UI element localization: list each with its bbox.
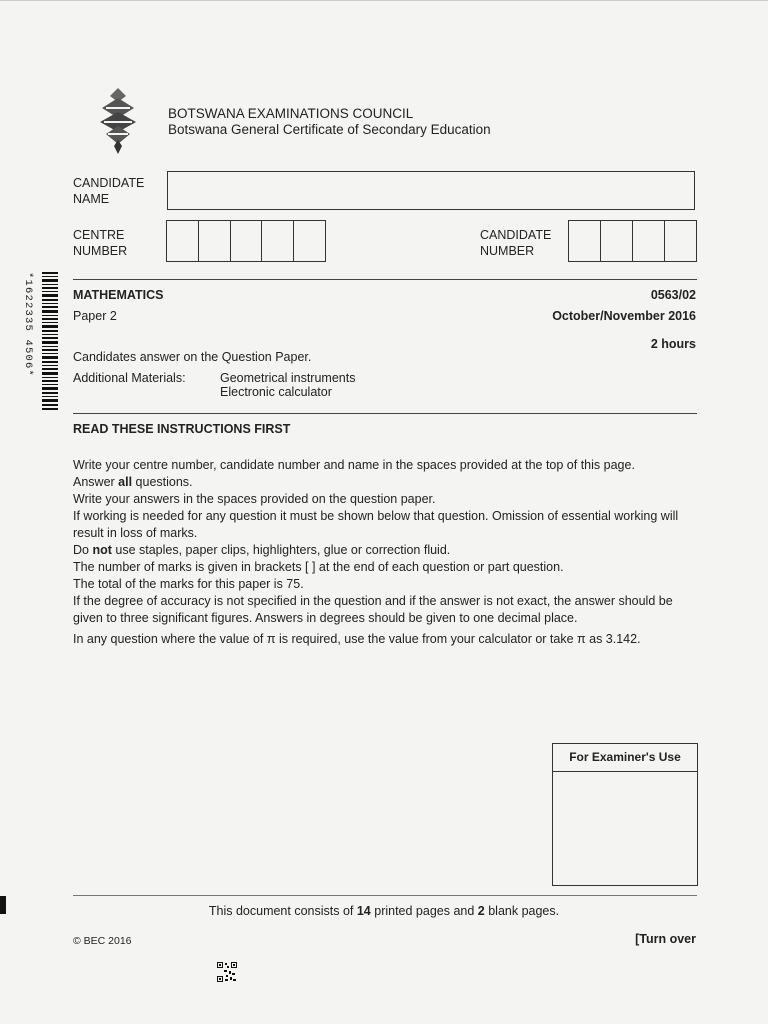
instruction-emphasis: not: [92, 543, 112, 557]
centre-number-digit-box[interactable]: [262, 221, 294, 261]
instructions-heading: READ THESE INSTRUCTIONS FIRST: [73, 422, 291, 436]
instruction-line: In any question where the value of π is required, use the value from your calculator or take π as 3.142.: [73, 632, 641, 646]
page-count-note: [0, 904, 768, 918]
instruction-line-text: Answer: [73, 475, 119, 489]
centre-number-label-line2: NUMBER: [73, 244, 128, 258]
exam-duration: 2 hours: [650, 337, 696, 351]
printed-pages-count: 14: [356, 904, 371, 918]
divider: [73, 279, 697, 280]
materials-label: Additional Materials:: [73, 371, 186, 385]
material-item: Geometrical instruments: [220, 371, 356, 385]
top-edge-line: [0, 0, 768, 1]
candidate-number-boxes[interactable]: [568, 220, 697, 262]
bec-logo-icon: [96, 88, 140, 154]
paper-code: 0563/02: [650, 288, 696, 302]
instruction-line-text: questions.: [132, 475, 193, 489]
candidate-number-digit-box[interactable]: [601, 221, 633, 261]
candidate-number-label: [480, 227, 551, 259]
candidate-number-digit-box[interactable]: [665, 221, 696, 261]
council-name: BOTSWANA EXAMINATIONS COUNCIL: [168, 106, 414, 121]
instruction-line: If the degree of accuracy is not specified in the question and if the answer is not exact, the answer should be given to three significant figures. Answers in degrees should be given to one decimal place.: [73, 594, 673, 625]
candidate-name-label: [73, 175, 144, 207]
candidate-name-label-line1: CANDIDATE: [73, 176, 145, 190]
instruction-line: Write your centre number, candidate number and name in the spaces provided at the top of this page.: [73, 458, 635, 472]
instruction-emphasis: all: [118, 475, 133, 489]
candidate-name-field[interactable]: [167, 171, 695, 210]
examiner-use-box: [552, 743, 698, 886]
centre-number-digit-box[interactable]: [167, 221, 199, 261]
page-count-text: blank pages.: [484, 904, 560, 918]
barcode-icon: [16, 270, 62, 412]
candidate-number-digit-box[interactable]: [633, 221, 665, 261]
page-count-text: This document consists of: [208, 904, 357, 918]
barcode-number: *1622335 4506*: [22, 272, 34, 378]
centre-number-label: [73, 227, 127, 259]
candidate-name-label-line2: NAME: [73, 192, 110, 206]
page-count-text: printed pages and: [370, 904, 478, 918]
candidate-number-label-line1: CANDIDATE: [480, 228, 552, 242]
copyright: © BEC 2016: [73, 935, 132, 947]
divider: [73, 413, 697, 414]
instruction-line: The number of marks is given in brackets [ ] at the end of each question or part question.: [73, 560, 564, 574]
instruction-line: [73, 542, 703, 559]
candidate-number-digit-box[interactable]: [569, 221, 601, 261]
instruction-line: The total of the marks for this paper is 75.: [73, 577, 304, 591]
examiner-use-title: For Examiner's Use: [553, 744, 697, 772]
centre-number-digit-box[interactable]: [231, 221, 263, 261]
paper-number: Paper 2: [73, 309, 117, 323]
centre-number-digit-box[interactable]: [199, 221, 231, 261]
turn-over: [Turn over: [635, 932, 696, 946]
qr-code-icon: [217, 962, 237, 982]
exam-board-header: [168, 106, 491, 138]
certificate-name: Botswana General Certificate of Secondary Education: [168, 122, 491, 137]
subject-title: MATHEMATICS: [73, 288, 164, 302]
material-item: Electronic calculator: [220, 385, 332, 399]
materials-list: [220, 371, 355, 399]
instruction-line-text: Do: [73, 543, 93, 557]
instruction-line: Write your answers in the spaces provided on the question paper.: [73, 492, 436, 506]
instruction-line: If working is needed for any question it must be shown below that question. Omission of essential working will result in loss of marks.: [73, 509, 679, 540]
centre-number-boxes[interactable]: [166, 220, 326, 262]
instructions-list: [73, 457, 703, 648]
centre-number-label-line1: CENTRE: [73, 228, 125, 242]
candidate-number-label-line2: NUMBER: [480, 244, 535, 258]
instruction-line-text: use staples, paper clips, highlighters, glue or correction fluid.: [111, 543, 451, 557]
answer-note: Candidates answer on the Question Paper.: [73, 350, 312, 364]
exam-session: October/November 2016: [552, 309, 696, 323]
blank-pages-count: 2: [477, 904, 485, 918]
centre-number-digit-box[interactable]: [294, 221, 325, 261]
instruction-line: [73, 474, 703, 491]
divider: [73, 895, 697, 896]
